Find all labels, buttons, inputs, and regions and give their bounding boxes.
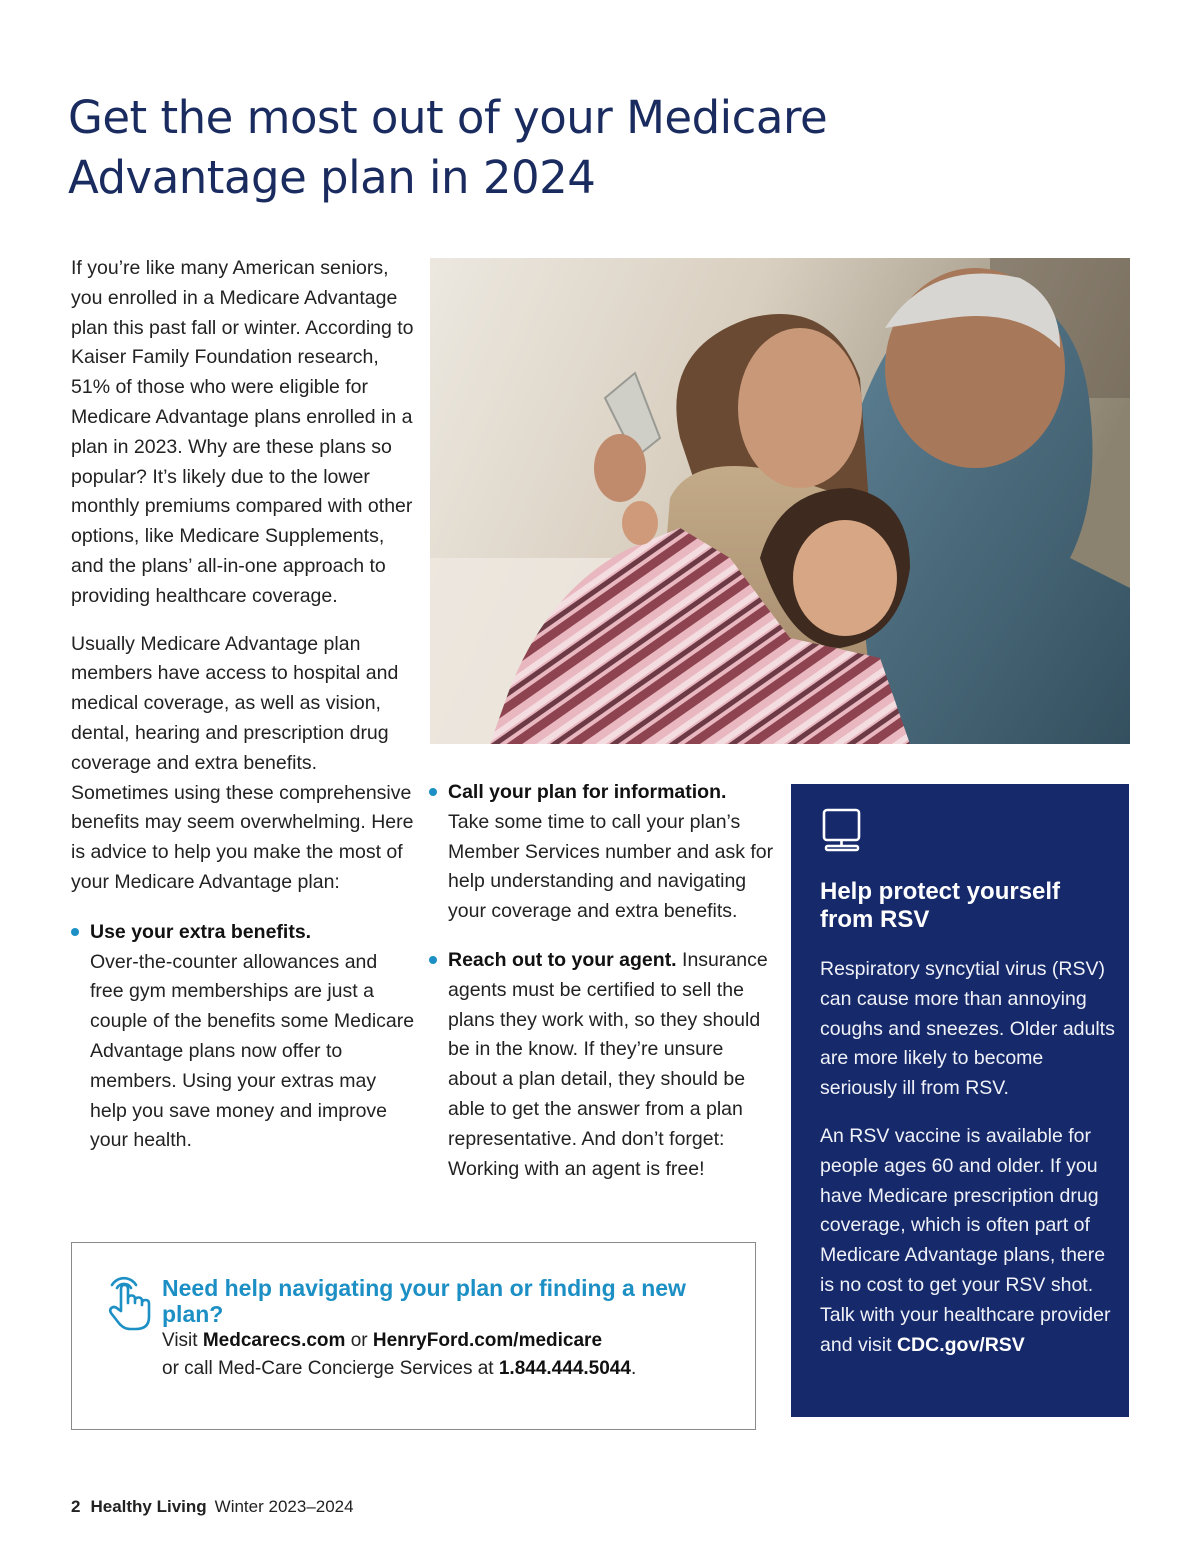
intro-paragraph-2: Usually Medicare Advantage plan members have access to hospital and medical coverage, as well as vision, dental, hearing and prescription drug coverage and extra benefits. Sometimes using these comprehensive benefits may seem overwhelming. Here is advice to help you make the most of your Medicare Advantage plan: [71,632,414,893]
tip-reach-agent [429,946,774,1184]
page-number: 2 [71,1497,81,1516]
intro-paragraph-1: If you’re like many American seniors, you enrolled in a Medicare Advantage plan this past fall or winter. According to Kaiser Family Foundation research, 51% of those who were eligible for Medicare Advantage plans enrolled in a plan in 2023. Why are these plans so popular? It’s likely due to the lower monthly premiums compared with other options, like Medicare Supplements, and the plans’ all-in-one approach to providing healthcare coverage. [71,257,414,607]
cdc-link[interactable]: CDC.gov/RSV [896,1333,1025,1356]
rsv-title: Help protect yourself from RSV [820,878,1061,933]
rsv-sidebar [791,784,1129,1417]
page-title: Get the most out of your Medicare Advantage plan in 2024 [68,91,828,204]
middle-column [429,778,774,1184]
tip-heading: Call your plan for information. [448,781,727,803]
tip-extra-benefits [71,918,416,1156]
family-selfie-photo [430,258,1130,744]
pointing-hand-icon [106,1273,154,1338]
tip-body: Insurance agents must be certified to sell the plans they work with, so they should be in the know. If they’re unsure about a plan detail, they should be able to get the answer from a plan representative. And don’t forget: Working with an agent is free! [448,948,768,1180]
tip-body: Take some time to call your plan’s Member Services number and ask for help understanding and navigating your coverage and extra benefits. [448,810,774,923]
period: . [630,1358,637,1379]
bullet-dot-icon [429,788,437,796]
rsv-paragraph-2 [820,1122,1120,1360]
bullet-dot-icon [429,956,437,964]
or-label: or [350,1330,368,1351]
help-callout [71,1242,756,1430]
help-body [162,1327,742,1383]
tip-body: Over-the-counter allowances and free gym memberships are just a couple of the benefits some Medicare Advantage plans now offer to members. Using your extras may help you save money and improve your health. [90,950,415,1152]
tip-heading: Reach out to your agent. [448,948,677,971]
help-heading: Need help navigating your plan or finding a new plan? [162,1275,686,1327]
publication-name: Healthy Living [90,1497,207,1516]
issue-date: Winter 2023–2024 [214,1497,354,1516]
call-label: or call Med-Care Concierge Services at [162,1358,494,1379]
left-column [71,254,416,1156]
rsv-paragraph-2-text: An RSV vaccine is available for people ages 60 and older. If you have Medicare prescription drug coverage, which is often part of Medicare Advantage plans, there is no cost to get your RSV shot. Talk with your healthcare provider and visit [820,1124,1111,1356]
tip-call-plan [429,778,774,927]
medcarecs-link[interactable]: Medcarecs.com [202,1330,346,1351]
computer-icon [821,808,865,859]
tip-heading: Use your extra benefits. [90,920,312,943]
henryford-link[interactable]: HenryFord.com/medicare [372,1330,603,1351]
photo-illustration [430,258,1130,744]
page-footer [71,1496,354,1518]
phone-number[interactable]: 1.844.444.5044 [498,1358,631,1379]
bullet-dot-icon [71,928,79,936]
rsv-paragraph-1: Respiratory syncytial virus (RSV) can cause more than annoying coughs and sneezes. Older adults are more likely to become seriously ill from RSV. [820,958,1115,1100]
rsv-body [820,955,1120,1360]
visit-label: Visit [162,1330,198,1351]
